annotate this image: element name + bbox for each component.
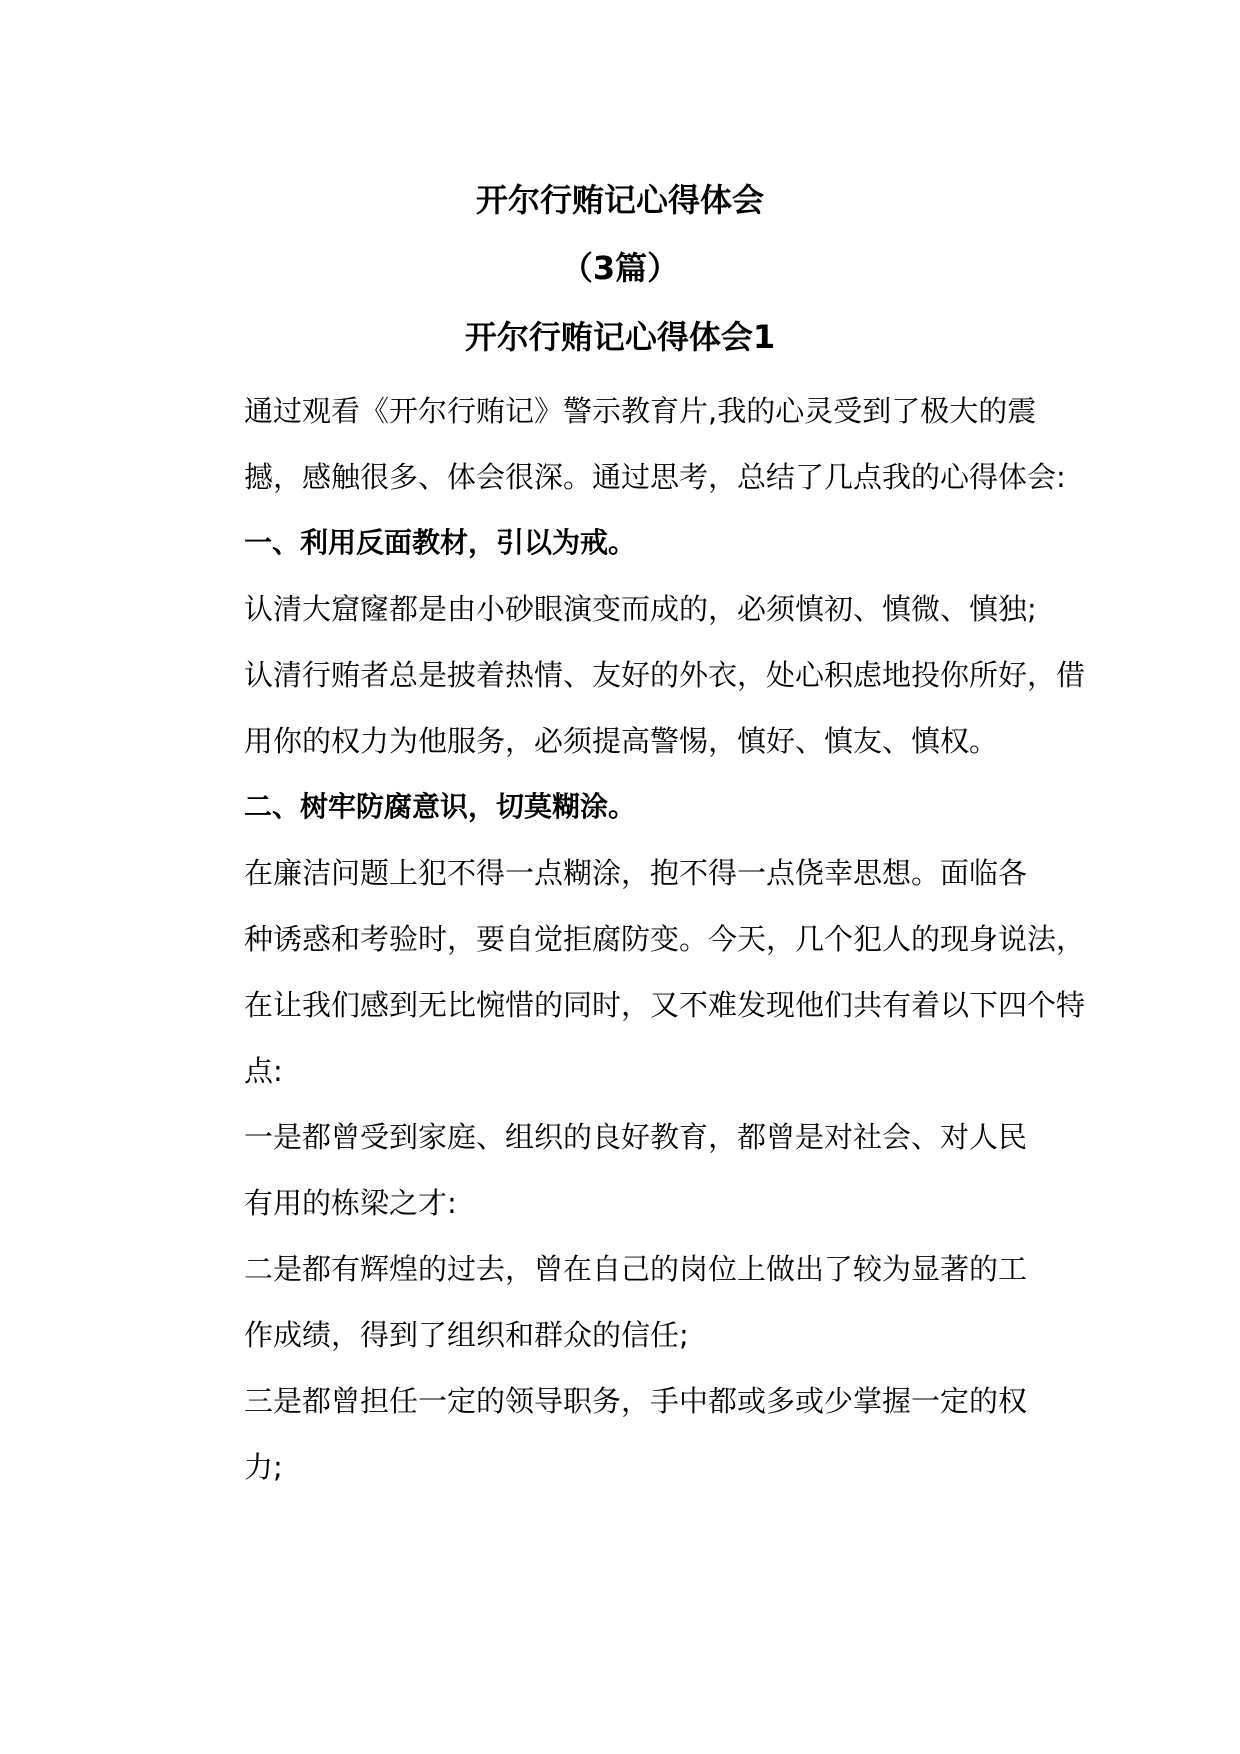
document-body bbox=[186, 378, 1086, 1500]
text-line: 作成绩，得到了组织和群众的信任; bbox=[244, 1318, 689, 1352]
text-line: 一是都曾受到家庭、组织的良好教育，都曾是对社会、对人民 bbox=[244, 1120, 1028, 1154]
text-line: 有用的栋梁之才: bbox=[244, 1186, 457, 1220]
body-paragraph bbox=[186, 1236, 1046, 1368]
body-paragraph bbox=[186, 576, 1086, 774]
document-title: 开尔行贿记心得体会 bbox=[475, 181, 764, 219]
section-title: 开尔行贿记心得体会1 bbox=[464, 318, 776, 356]
section-heading bbox=[186, 510, 1046, 576]
body-paragraph bbox=[186, 1368, 1046, 1500]
text-line: 点: bbox=[244, 1054, 283, 1088]
body-paragraph bbox=[186, 840, 1086, 1104]
text-line: 种诱惑和考验时，要自觉拒腐防变。今天，几个犯人的现身说法， bbox=[244, 922, 1086, 956]
text-line: 认清行贿者总是披着热情、友好的外衣，处心积虑地投你所好，借 bbox=[244, 658, 1086, 692]
text-line: 撼，感触很多、体会很深。通过思考，总结了几点我的心得体会: bbox=[244, 460, 1066, 494]
body-paragraph bbox=[186, 1104, 1046, 1236]
text-line: 一、利用反面教材，引以为戒。 bbox=[244, 526, 637, 559]
body-paragraph bbox=[186, 378, 1066, 510]
text-line: 在让我们感到无比惋惜的同时，又不难发现他们共有着以下四个特 bbox=[244, 988, 1086, 1022]
document-subtitle: （3篇） bbox=[560, 249, 680, 287]
text-line: 认清大窟窿都是由小砂眼演变而成的，必须慎初、慎微、慎独; bbox=[244, 592, 1037, 626]
text-line: 在廉洁问题上犯不得一点糊涂，抱不得一点侥幸思想。面临各 bbox=[244, 856, 1028, 890]
section-heading bbox=[186, 774, 1046, 840]
text-line: 二是都有辉煌的过去，曾在自己的岗位上做出了较为显著的工 bbox=[244, 1252, 1028, 1286]
text-line: 通过观看《开尔行贿记》警示教育片,我的心灵受到了极大的震 bbox=[244, 394, 1037, 428]
text-line: 三是都曾担任一定的领导职务，手中都或多或少掌握一定的权 bbox=[244, 1384, 1028, 1418]
text-line: 二、树牢防腐意识，切莫糊涂。 bbox=[244, 790, 637, 823]
text-line: 力; bbox=[244, 1450, 283, 1484]
text-line: 用你的权力为他服务，必须提高警惕，慎好、慎友、慎权。 bbox=[244, 724, 999, 758]
